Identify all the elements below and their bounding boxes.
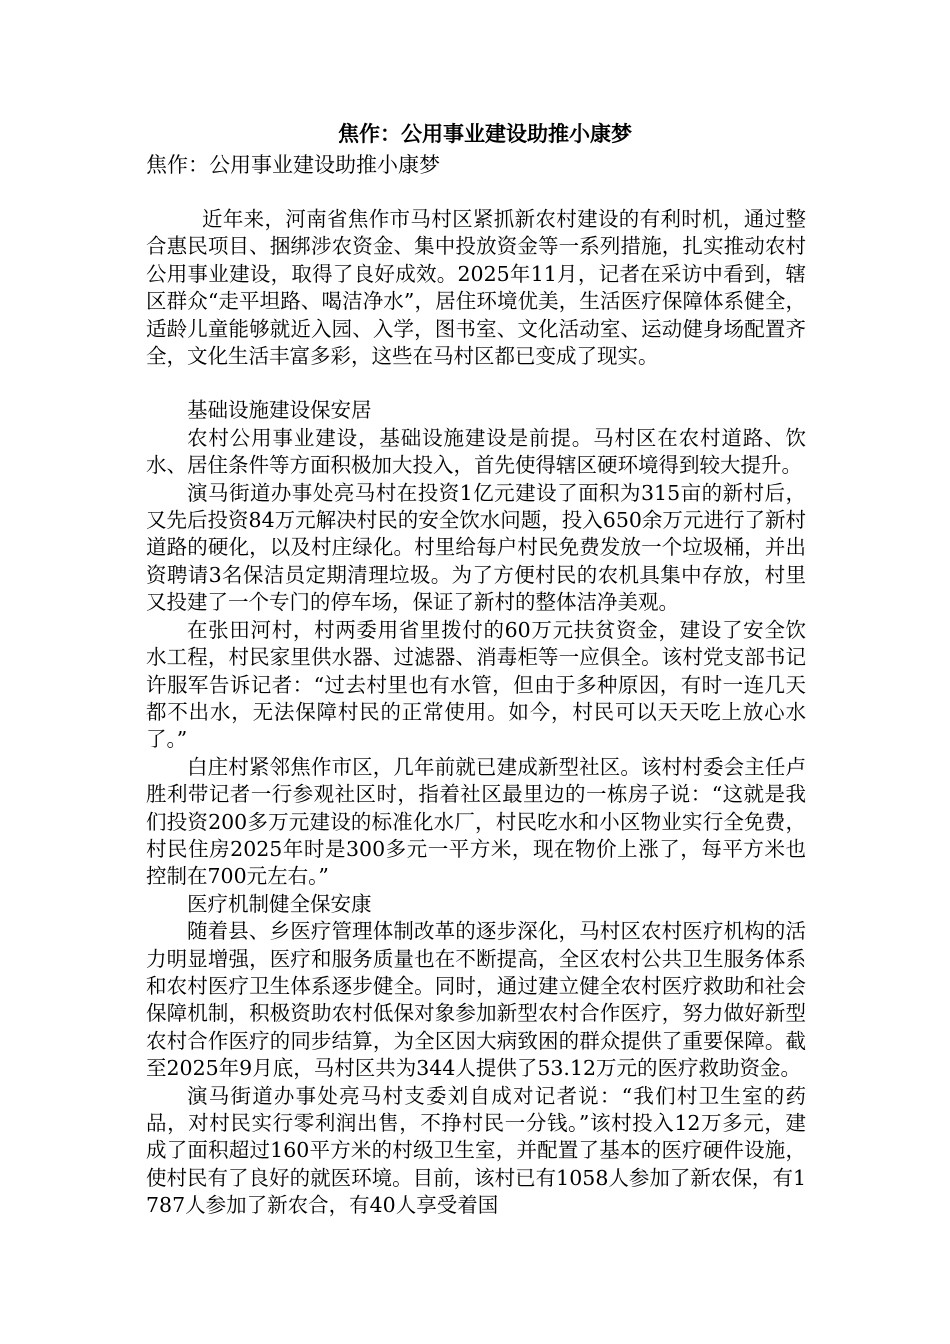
section-heading-infrastructure: 基础设施建设保安居 bbox=[187, 398, 372, 423]
intro-paragraph: 近年来，河南省焦作市马村区紧抓新农村建设的有利时机，通过整合惠民项目、捆绑涉农资金、集中投放资金等一系列措施，扎实推动农村公用事业建设，取得了良好成效。2025年11月，记者在采访中看到，辖区群众“走平坦路、喝洁净水”，居住环境优美，生活医疗保障体系健全，适龄儿童能够就近入园、入学，图书室、文化活动室、运动健身场配置齐全，文化生活丰富多彩，这些在马村区都已变成了现实。 bbox=[146, 207, 806, 369]
paragraph: 演马街道办事处亮马村支委刘自成对记者说：“我们村卫生室的药品，对村民实行零利润出售，不挣村民一分钱。”该村投入12万多元，建成了面积超过160平方米的村级卫生室，并配置了基本的医疗硬件设施，使村民有了良好的就医环境。目前，该村已有1058人参加了新农保，有1787人参加了新农合，有40人享受着国 bbox=[146, 1083, 806, 1218]
paragraph: 农村公用事业建设，基础设施建设是前提。马村区在农村道路、饮水、居住条件等方面积极加大投入，首先使得辖区硬环境得到较大提升。 bbox=[146, 425, 806, 478]
document-title: 焦作：公用事业建设助推小康梦 bbox=[338, 121, 632, 146]
paragraph: 白庄村紧邻焦作市区，几年前就已建成新型社区。该村村委会主任卢胜利带记者一行参观社区时，指着社区最里边的一栋房子说：“这就是我们投资200多万元建设的标准化水厂，村民吃水和小区物业实行全免费，村民住房2025年时是300多元一平方米，现在物价上涨了，每平方米也控制在700元左右。” bbox=[146, 754, 806, 889]
paragraph: 随着县、乡医疗管理体制改革的逐步深化，马村区农村医疗机构的活力明显增强，医疗和服务质量也在不断提高，全区农村公共卫生服务体系和农村医疗卫生体系逐步健全。同时，通过建立健全农村医疗救助和社会保障机制，积极资助农村低保对象参加新型农村合作医疗，努力做好新型农村合作医疗的同步结算，为全区因大病致困的群众提供了重要保障。截至2025年9月底，马村区共为344人提供了53.12万元的医疗救助资金。 bbox=[146, 919, 806, 1081]
paragraph: 演马街道办事处亮马村在投资1亿元建设了面积为315亩的新村后，又先后投资84万元解决村民的安全饮水问题，投入650余万元进行了新村道路的硬化，以及村庄绿化。村里给每户村民免费发放一个垃圾桶，并出资聘请3名保洁员定期清理垃圾。为了方便村民的农机具集中存放，村里又投建了一个专门的停车场，保证了新村的整体洁净美观。 bbox=[146, 480, 806, 615]
paragraph: 在张田河村，村两委用省里拨付的60万元扶贫资金，建设了安全饮水工程，村民家里供水器、过滤器、消毒柜等一应俱全。该村党支部书记许服军告诉记者：“过去村里也有水管，但由于多种原因，有时一连几天都不出水，无法保障村民的正常使用。如今，村民可以天天吃上放心水了。” bbox=[146, 617, 806, 752]
paragraph-gap bbox=[146, 370, 806, 397]
document-page bbox=[146, 118, 806, 1220]
section-heading-medical: 医疗机制健全保安康 bbox=[187, 891, 372, 916]
document-subtitle: 焦作：公用事业建设助推小康梦 bbox=[146, 153, 440, 177]
